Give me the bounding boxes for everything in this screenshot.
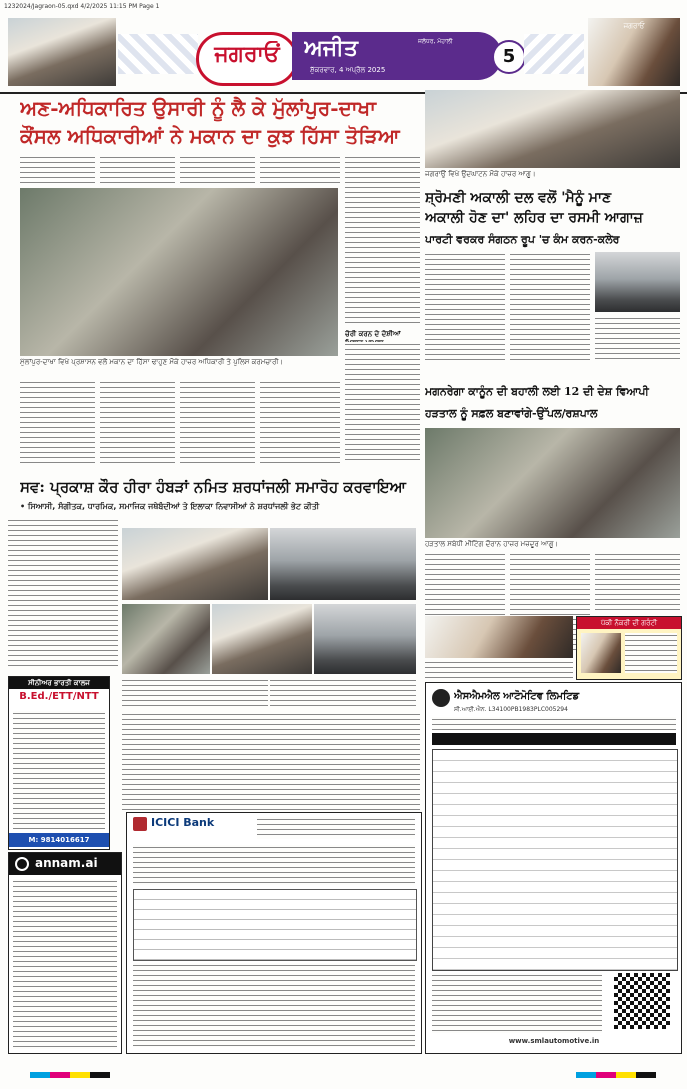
pattern-right bbox=[524, 34, 584, 74]
mgnrega-photo bbox=[425, 428, 680, 538]
mgnrega-photo-caption: ਹੜਤਾਲ ਸਬੰਧੀ ਮੀਟਿੰਗ ਦੌਰਾਨ ਹਾਜ਼ਰ ਮਜ਼ਦੂਰ ਆਗੂ। bbox=[425, 540, 559, 548]
lead-text-col-9 bbox=[260, 380, 340, 465]
college-ad-footer: M: 9814016617 bbox=[9, 833, 109, 847]
automotive-address bbox=[432, 717, 676, 731]
lead-text-col-1 bbox=[20, 155, 95, 185]
akali-top-caption: ਜਗਰਾਉਂ ਵਿਖੇ ਉਦਘਾਟਨ ਮੌਕੇ ਹਾਜ਼ਰ ਆਗੂ। bbox=[425, 170, 536, 178]
icici-brand: ICICI Bank bbox=[151, 816, 215, 829]
tribute-text-col-4 bbox=[122, 712, 420, 812]
brand-left: ਜਗਰਾਓਂ bbox=[214, 41, 280, 67]
ad-photo-strip bbox=[425, 616, 573, 658]
annam-logo-icon bbox=[15, 857, 29, 871]
icici-address bbox=[257, 817, 415, 839]
masthead-photo-left bbox=[8, 18, 116, 86]
annam-ad bbox=[8, 852, 122, 1054]
small-promo-ad bbox=[576, 616, 682, 680]
tribute-photo-5 bbox=[314, 604, 416, 674]
lead-headline-2: ਕੌਂਸਲ ਅਧਿਕਾਰੀਆਂ ਨੇ ਮਕਾਨ ਦਾ ਕੁਝ ਹਿੱਸਾ ਤੋੜਿਆ bbox=[20, 124, 400, 148]
masthead-photo-right-caption: ਜਗਰਾਓਂ bbox=[623, 22, 645, 30]
edition-label: ਜਲੰਧਰ, ਮੋਹਾਲੀ bbox=[418, 38, 453, 45]
akali-text-col-1 bbox=[425, 252, 505, 362]
print-slug: 1232024/Jagraon-05.qxd 4/2/2025 11:15 PM Page 1 bbox=[4, 3, 160, 10]
automotive-logo-icon bbox=[432, 689, 450, 707]
lead-photo bbox=[20, 188, 338, 356]
automotive-subtitle: ਸੀ.ਆਈ.ਐਨ. L34100PB1983PLC005294 bbox=[454, 706, 568, 713]
page-number: 5 bbox=[492, 40, 526, 74]
small-promo-text bbox=[625, 633, 677, 673]
masthead-photo-right bbox=[588, 18, 680, 86]
automotive-results-table bbox=[432, 749, 678, 971]
lead-sub-head: ਚੋਰੀ ਕਰਨ ਦੇ ਦੋਸ਼ੀਆਂ bbox=[345, 330, 401, 338]
mgnrega-headline-2: ਹੜਤਾਲ ਨੂੰ ਸਫ਼ਲ ਬਣਾਵਾਂਗੇ-ਉੱਪਲ/ਰਸ਼ਪਾਲ bbox=[425, 407, 598, 420]
ad-photo-text bbox=[425, 660, 573, 678]
icici-table bbox=[133, 889, 417, 961]
masthead bbox=[0, 14, 687, 94]
lead-text-col-8 bbox=[180, 380, 255, 465]
lead-text-col-4 bbox=[260, 155, 340, 185]
automotive-title: ਐਸਐਮਐਲ ਆਟੋਮੋਟਿਵ ਲਿਮਟਿਡ bbox=[454, 691, 580, 702]
issue-date: ਸ਼ੁੱਕਰਵਾਰ, 4 ਅਪ੍ਰੈਲ 2025 bbox=[310, 66, 386, 74]
college-ad-body bbox=[13, 711, 105, 829]
akali-inset-photo bbox=[595, 252, 680, 312]
brand-right-box bbox=[292, 32, 502, 80]
annam-header bbox=[9, 853, 121, 875]
tribute-text-col-2 bbox=[122, 678, 268, 708]
automotive-qr-code bbox=[614, 973, 670, 1029]
color-bar-left bbox=[30, 1072, 110, 1078]
tribute-photo-4 bbox=[212, 604, 312, 674]
mgnrega-text-col-3 bbox=[595, 552, 680, 612]
annam-body bbox=[13, 879, 117, 1049]
icici-notice bbox=[126, 812, 422, 1054]
tribute-sub-headline: • ਸਿਆਸੀ, ਸੰਗੀਤਕ, ਧਾਰਮਿਕ, ਸਮਾਜਿਕ ਜਥੇਬੰਦੀਆਂ ਤੇ ਇਲਾਕਾ ਨਿਵਾਸੀਆਂ ਨੇ ਸ਼ਰਧਾਂਜਲੀ ਭੇਟ ਕੀਤੀ bbox=[20, 502, 320, 511]
mgnrega-headline-1: ਮਗਨਰੇਗਾ ਕਾਨੂੰਨ ਦੀ ਬਹਾਲੀ ਲਈ 12 ਦੀ ਦੇਸ਼ ਵਿਆਪੀ bbox=[425, 385, 649, 398]
lead-text-col-5 bbox=[345, 155, 420, 325]
lead-headline-1: ਅਣ-ਅਧਿਕਾਰਿਤ ਉਸਾਰੀ ਨੂੰ ਲੈ ਕੇ ਮੁੱਲਾਂਪੁਰ-ਦਾਖਾ bbox=[20, 96, 376, 120]
annam-brand: annam.ai bbox=[35, 856, 98, 870]
college-ad bbox=[8, 676, 110, 850]
color-bar-right bbox=[576, 1072, 656, 1078]
tribute-photo-2 bbox=[270, 528, 416, 600]
college-ad-courses: B.Ed./ETT/NTT bbox=[19, 691, 99, 702]
brand-left-box bbox=[196, 32, 298, 86]
automotive-website: www.smlautomotive.in bbox=[508, 1037, 600, 1045]
tribute-text-col-3 bbox=[270, 678, 416, 708]
college-ad-title: ਸੀਨੀਅਰ ਭਾਰਤੀ ਕਾਲਜ bbox=[9, 677, 109, 689]
lead-photo-caption: ਮੁੱਲਾਂਪੁਰ-ਦਾਖਾ ਵਿਖੇ ਪ੍ਰਸ਼ਾਸਨ ਵਲੋਂ ਮਕਾਨ ਦਾ ਹਿੱਸਾ ਢਾਹੁਣ ਮੌਕੇ ਹਾਜ਼ਰ ਅਧਿਕਾਰੀ ਤੇ ਪੁਲਿਸ ਕਰਮਚਾਰੀ। bbox=[20, 358, 284, 366]
akali-headline-2: ਅਕਾਲੀ ਹੋਣ ਦਾ' ਲਹਿਰ ਦਾ ਰਸਮੀ ਆਗਾਜ਼ bbox=[425, 210, 643, 226]
lead-text-col-2 bbox=[100, 155, 175, 185]
automotive-table-title bbox=[432, 733, 676, 745]
icici-footer-text bbox=[133, 963, 415, 1047]
lead-text-col-5b bbox=[345, 342, 420, 464]
registration-bar bbox=[0, 1064, 687, 1086]
akali-sub-headline: ਪਾਰਟੀ ਵਰਕਰ ਸੰਗਠਨ ਰੂਪ 'ਚ ਕੰਮ ਕਰਨ-ਕਲੇਰ bbox=[425, 233, 620, 246]
icici-logo-icon bbox=[133, 817, 147, 831]
tribute-photo-1 bbox=[122, 528, 268, 600]
lead-text-col-6 bbox=[20, 380, 95, 465]
lead-text-col-7 bbox=[100, 380, 175, 465]
tribute-headline: ਸਵ: ਪ੍ਰਕਾਸ਼ ਕੌਰ ਹੀਰਾ ਹੰਬੜਾਂ ਨਮਿਤ ਸ਼ਰਧਾਂਜਲੀ ਸਮਾਰੋਹ ਕਰਵਾਇਆ bbox=[20, 478, 406, 496]
akali-text-col-3 bbox=[595, 316, 680, 362]
small-promo-image bbox=[581, 633, 621, 673]
icici-intro-text bbox=[133, 845, 415, 885]
lead-text-col-3 bbox=[180, 155, 255, 185]
akali-headline-1: ਸ਼੍ਰੋਮਣੀ ਅਕਾਲੀ ਦਲ ਵਲੋਂ 'ਮੈਨੂੰ ਮਾਣ bbox=[425, 190, 612, 206]
tribute-photo-3 bbox=[122, 604, 210, 674]
tribute-text-col-1 bbox=[8, 518, 118, 668]
pattern-left bbox=[118, 34, 198, 74]
akali-text-col-2 bbox=[510, 252, 590, 362]
brand-right: ਅਜੀਤ bbox=[304, 35, 358, 61]
small-promo-title: ਪੱਕੀ ਨੌਕਰੀ ਦੀ ਗਰੰਟੀ bbox=[577, 617, 681, 629]
automotive-ad bbox=[425, 682, 682, 1054]
akali-top-photo bbox=[425, 90, 680, 168]
automotive-notes bbox=[432, 973, 602, 1033]
